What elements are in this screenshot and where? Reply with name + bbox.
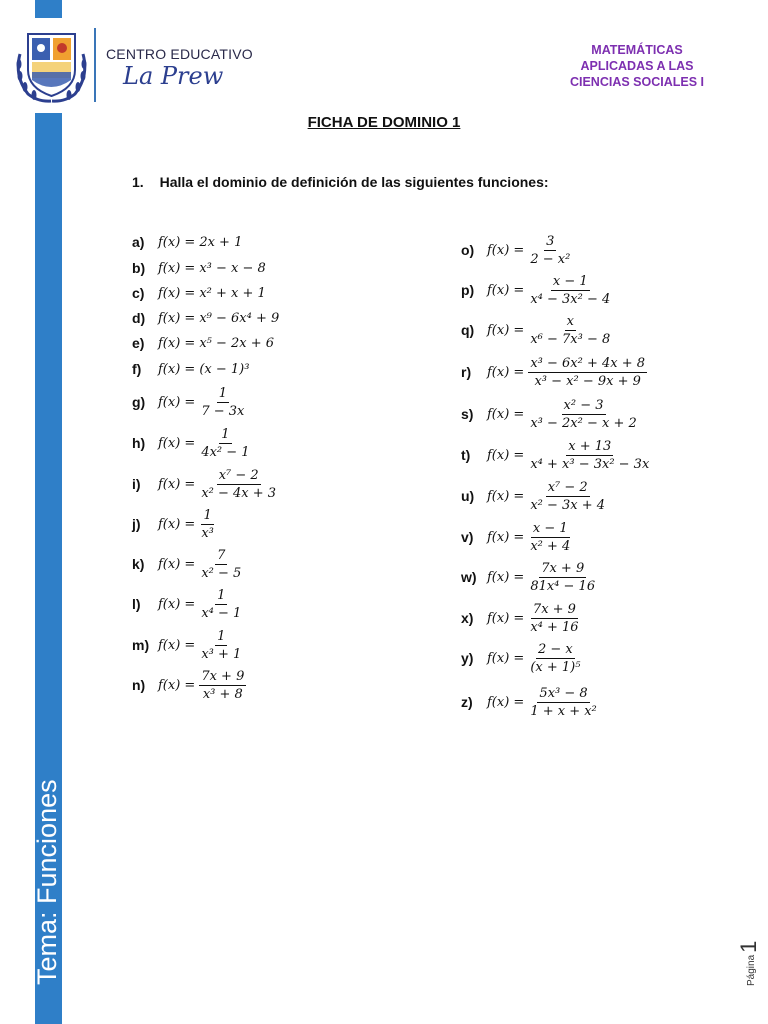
numerator: x³ − 6x² + 4x + 8 xyxy=(530,355,646,371)
function-item xyxy=(461,476,607,516)
function-body: x⁵ − 2x + 6 xyxy=(199,335,275,351)
function-name: f(x) = xyxy=(158,260,196,276)
function-body: 2x + 1 xyxy=(199,234,243,250)
denominator: x⁴ + 16 xyxy=(530,619,579,635)
item-label: j) xyxy=(132,516,141,532)
denominator: 1 + x + x² xyxy=(530,703,597,719)
function-item xyxy=(461,394,639,434)
exercise-number: 1. xyxy=(132,174,144,190)
function-name: f(x) = xyxy=(158,596,196,612)
denominator: 7 − 3x xyxy=(201,403,245,419)
function-item xyxy=(461,352,647,392)
function-item xyxy=(461,682,599,722)
function-item xyxy=(461,310,612,350)
numerator: 7 xyxy=(217,547,226,563)
function-item xyxy=(132,584,243,624)
item-label: k) xyxy=(132,556,145,572)
numerator: x − 1 xyxy=(532,520,568,536)
function-expression xyxy=(487,686,599,719)
function-item xyxy=(132,625,243,665)
denominator: x⁶ − 7x³ − 8 xyxy=(530,331,611,347)
fraction xyxy=(528,314,612,347)
function-name: f(x) = xyxy=(487,242,525,258)
function-item xyxy=(132,665,246,705)
subject-heading xyxy=(566,42,708,90)
function-item xyxy=(132,464,278,504)
fraction xyxy=(528,521,572,554)
function-name: f(x) = xyxy=(487,406,525,422)
function-name: f(x) = xyxy=(487,529,525,545)
function-body: x² + x + 1 xyxy=(199,285,266,301)
function-body: (x − 1)³ xyxy=(199,361,250,377)
function-item xyxy=(461,517,572,557)
school-name: CENTRO EDUCATIVO xyxy=(106,46,253,62)
item-label: d) xyxy=(132,310,146,326)
function-expression xyxy=(158,588,243,621)
function-name: f(x) = xyxy=(158,361,196,377)
fraction xyxy=(528,686,598,719)
function-name: f(x) = xyxy=(487,488,525,504)
denominator: x³ + 8 xyxy=(202,686,243,702)
denominator: 4x² − 1 xyxy=(201,444,250,460)
function-name: f(x) = xyxy=(487,610,525,626)
fraction xyxy=(199,427,251,460)
function-expression xyxy=(487,439,651,472)
page-number xyxy=(736,926,764,986)
function-name: f(x) = xyxy=(487,282,525,298)
item-label: f) xyxy=(132,361,142,377)
function-name: f(x) = xyxy=(487,650,525,666)
logo-divider xyxy=(94,28,96,102)
page-number-value: 1 xyxy=(736,940,761,953)
item-label: t) xyxy=(461,447,471,463)
item-label: x) xyxy=(461,610,474,626)
item-label: g) xyxy=(132,394,146,410)
school-script-name: La Prew xyxy=(123,62,224,90)
topic-label: Tema: Funciones xyxy=(32,779,62,985)
function-expression xyxy=(487,234,572,267)
function-body: x⁹ − 6x⁴ + 9 xyxy=(199,310,280,326)
denominator: x³ − x² − 9x + 9 xyxy=(534,373,641,389)
fraction xyxy=(528,398,638,431)
item-label: o) xyxy=(461,242,475,258)
subject-line: CIENCIAS SOCIALES I xyxy=(569,75,705,89)
function-item xyxy=(461,638,582,678)
numerator: x xyxy=(566,313,574,329)
denominator: x² − 4x + 3 xyxy=(201,485,277,501)
function-expression xyxy=(158,468,278,501)
fraction xyxy=(528,234,572,267)
numerator: x + 13 xyxy=(568,438,612,454)
numerator: x⁷ − 2 xyxy=(218,467,259,483)
numerator: 7x + 9 xyxy=(541,560,585,576)
function-name: f(x) = xyxy=(158,285,196,301)
fraction xyxy=(528,602,580,635)
function-name: f(x) = xyxy=(158,234,196,250)
numerator: 1 xyxy=(217,628,226,644)
denominator: 81x⁴ − 16 xyxy=(530,578,596,594)
fraction xyxy=(528,439,651,472)
subject-line: APLICADAS A LAS xyxy=(580,59,694,73)
exercise-instruction xyxy=(132,174,549,190)
function-body: x³ − x − 8 xyxy=(199,260,266,276)
item-label: p) xyxy=(461,282,475,298)
denominator: x³ + 1 xyxy=(201,646,242,662)
item-label: h) xyxy=(132,435,146,451)
item-label: m) xyxy=(132,637,150,653)
page-title: FICHA DE DOMINIO 1 xyxy=(307,114,461,131)
function-expression xyxy=(487,398,639,431)
item-label: e) xyxy=(132,335,145,351)
school-crest-logo xyxy=(14,24,89,104)
function-item xyxy=(461,230,572,270)
denominator: x⁴ + x³ − 3x² − 3x xyxy=(530,456,650,472)
numerator: x − 1 xyxy=(552,273,588,289)
function-item xyxy=(461,435,651,475)
fraction xyxy=(528,642,582,675)
subject-line: MATEMÁTICAS xyxy=(591,43,683,57)
function-name: f(x) = xyxy=(487,322,525,338)
item-label: u) xyxy=(461,488,475,504)
function-name: f(x) = xyxy=(487,694,525,710)
function-name: f(x) = xyxy=(158,516,196,532)
function-item xyxy=(461,270,612,310)
function-expression xyxy=(158,427,252,460)
function-name: f(x) = xyxy=(158,335,196,351)
function-expression xyxy=(487,561,597,594)
numerator: x² − 3 xyxy=(563,397,604,413)
function-expression xyxy=(158,548,243,581)
item-label: y) xyxy=(461,650,474,666)
denominator: x² + 4 xyxy=(530,538,571,554)
fraction xyxy=(528,561,597,594)
function-expression xyxy=(158,629,243,662)
function-name: f(x) = xyxy=(158,476,196,492)
function-name: f(x) = xyxy=(158,556,196,572)
item-label: i) xyxy=(132,476,141,492)
function-expression xyxy=(487,274,612,307)
item-label: c) xyxy=(132,285,145,301)
function-name: f(x) = xyxy=(487,447,525,463)
function-expression xyxy=(487,602,581,635)
fraction xyxy=(199,588,243,621)
function-expression xyxy=(487,480,607,513)
denominator: x⁴ − 3x² − 4 xyxy=(530,291,611,307)
function-item xyxy=(132,504,216,544)
exercise-text: Halla el dominio de definición de las siguientes funciones: xyxy=(159,174,549,190)
numerator: 7x + 9 xyxy=(532,601,576,617)
function-name: f(x) = xyxy=(158,637,196,653)
fraction xyxy=(199,508,216,541)
item-label: l) xyxy=(132,596,141,612)
item-label: w) xyxy=(461,569,477,585)
fraction xyxy=(528,356,647,389)
item-label: b) xyxy=(132,260,146,276)
numerator: 1 xyxy=(203,507,212,523)
numerator: 2 − x xyxy=(537,641,573,657)
numerator: 3 xyxy=(546,233,555,249)
numerator: 1 xyxy=(218,385,227,401)
function-item xyxy=(132,544,243,584)
function-item xyxy=(132,382,246,422)
fraction xyxy=(199,468,278,501)
denominator: 2 − x² xyxy=(530,251,571,267)
function-expression xyxy=(158,386,246,419)
function-expression xyxy=(487,521,572,554)
item-label: s) xyxy=(461,406,474,422)
function-name: f(x) = xyxy=(158,677,196,693)
function-name: f(x) = xyxy=(487,364,525,380)
denominator: x² − 3x + 4 xyxy=(530,497,606,513)
denominator: x⁴ − 1 xyxy=(201,605,242,621)
function-item xyxy=(461,598,581,638)
function-expression xyxy=(487,356,647,389)
fraction xyxy=(199,548,243,581)
item-label: r) xyxy=(461,364,472,380)
function-expression xyxy=(158,362,249,377)
fraction xyxy=(528,480,607,513)
fraction xyxy=(199,629,243,662)
function-name: f(x) = xyxy=(158,310,196,326)
item-label: a) xyxy=(132,234,145,250)
numerator: 1 xyxy=(217,587,226,603)
function-expression xyxy=(158,508,216,541)
item-label: v) xyxy=(461,529,474,545)
fraction xyxy=(528,274,612,307)
item-label: z) xyxy=(461,694,473,710)
page-label: Página xyxy=(746,954,757,986)
function-item xyxy=(132,423,252,463)
item-label: q) xyxy=(461,322,475,338)
function-expression xyxy=(158,669,246,702)
denominator: x³ − 2x² − x + 2 xyxy=(530,415,637,431)
numerator: 1 xyxy=(221,426,230,442)
function-name: f(x) = xyxy=(487,569,525,585)
function-name: f(x) = xyxy=(158,435,196,451)
denominator: x² − 5 xyxy=(201,565,242,581)
numerator: 5x³ − 8 xyxy=(539,685,588,701)
fraction xyxy=(199,386,246,419)
numerator: x⁷ − 2 xyxy=(547,479,588,495)
function-item xyxy=(461,557,597,597)
function-expression xyxy=(487,314,612,347)
numerator: 7x + 9 xyxy=(201,668,245,684)
denominator: (x + 1)⁵ xyxy=(530,659,581,675)
function-expression xyxy=(487,642,582,675)
denominator: x³ xyxy=(201,525,214,541)
item-label: n) xyxy=(132,677,146,693)
function-name: f(x) = xyxy=(158,394,196,410)
fraction xyxy=(199,669,246,702)
